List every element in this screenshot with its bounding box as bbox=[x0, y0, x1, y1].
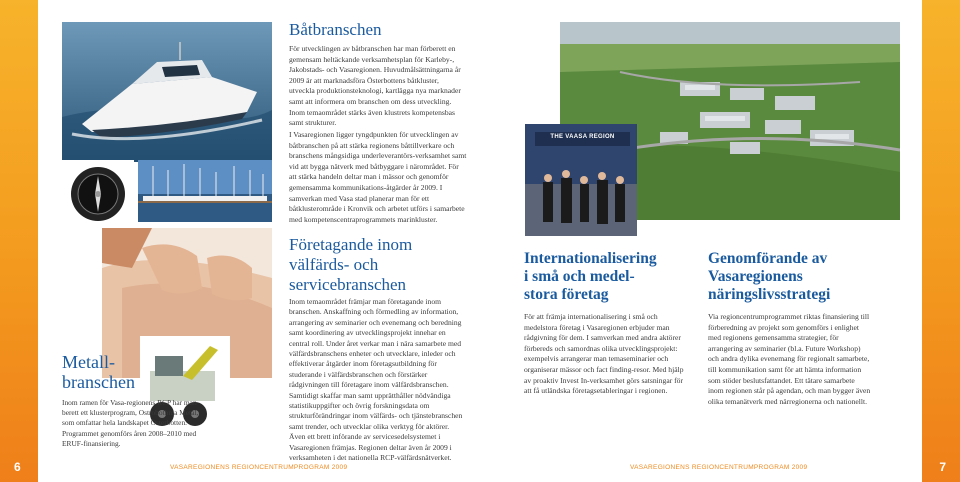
genomforande-title-line-1: Genomförande av bbox=[708, 250, 828, 267]
metall-title-line-2: branschen bbox=[62, 372, 135, 392]
valfard-body: Inom temaområdet främjar man företagande inom branschen. Anskaffning och förmedling av information, arrangering av seminarier och evenemang och beredning samt koordinering av utvecklingsprojekt innehar en central roll. Under året verkar man i nära samarbete med välfärdsbranschens enheter och utvecklare, inleder och effektiverar åtgärder inom företagsutbildning för studerande i välfärdsbranschen och förstärker rådgivningen till företagare inom välfärdsbranschen. Samtidigt skaffar man samt upprätthåller nödvändiga statistikuppgifter och övrig forskningsdata om strukturförändringar inom välfärds- och tjänstebranschen samt trender, och utvecklar olika verktyg för aktörer. Även ett brett införande av servicesedelsystemet i Vasaregionen främjas. Regionen deltar även år 2009 i verksamheten i det nationella RCP-välfärdsnätverket. bbox=[289, 297, 463, 463]
genomforande-title bbox=[708, 250, 830, 304]
left-edge-strip bbox=[0, 0, 38, 482]
batbranschen-body-1: För utvecklingen av båtbranschen har man förberett en gemensam heltäckande verksamhetsplan för Karleby-, Jakobstads- och Vasaregionen. Huvudmålsättningarna år 2009 är att marknadsföra Österbottens båtkluster, utveckla produktionsteknologi, kartlägga nya marknader samt att informera om branschen om dess utveckling. Inom temaområdet stärks även klustrets kompetensbas samt strukturer. bbox=[289, 44, 461, 128]
metall-body: Inom ramen för Vasa-regionens RCP har man berett ett klusterprogram, Ostrobothnia Metal, som omfattar hela landskapet Österbotten. Programmet genomförs åren 2008–2010 med ERUF-finansiering. bbox=[62, 398, 199, 448]
metall-title bbox=[62, 352, 135, 392]
page-number-left: 6 bbox=[14, 460, 21, 474]
page-number-right: 7 bbox=[939, 460, 946, 474]
metall-title-line-1: Metall- bbox=[62, 352, 115, 372]
valfard-title-line-2: välfärds- och bbox=[289, 255, 379, 274]
fair-photo bbox=[525, 124, 637, 236]
intl-title bbox=[524, 250, 657, 304]
genomforande-title-line-2: Vasaregionens bbox=[708, 268, 803, 285]
harbour-photo bbox=[138, 160, 272, 222]
valfard-title-line-1: Företagande inom bbox=[289, 235, 413, 254]
compass-photo bbox=[62, 160, 134, 222]
genomforande-body: Via regioncentrumprogrammet riktas finansiering till förberedning av projekt som genomförs i enlighet med regionens gemensamma strategier, för arrangering av seminarier (bl.a. Future Workshop) och andra dylika evenemang för regionalt samarbete, till kommunikation samt för att hämta information som stöder beslutsfattandet. Ett tätare samarbete inom regionen står på agendan, och man bygger även olika temanätverk med närregionerna och nationellt. bbox=[708, 312, 871, 406]
intl-title-line-1: Internationalisering bbox=[524, 250, 657, 267]
boat-photo bbox=[62, 22, 272, 162]
footer-right: VASAREGIONENS REGIONCENTRUMPROGRAM 2009 bbox=[630, 464, 808, 471]
intl-title-line-2: i små och medel- bbox=[524, 268, 635, 285]
right-edge-strip bbox=[922, 0, 960, 482]
intl-title-line-3: stora företag bbox=[524, 286, 609, 303]
batbranschen-title: Båtbranschen bbox=[289, 20, 382, 39]
batbranschen-body-2: I Vasaregionen ligger tyngdpunkten för utvecklingen av båtbranschen på att stärka regionens båttillverkare och branschens mångsidiga underleverantörs-verksamhet samt vid att bygga nätverk med båtbyggare i närområdet. För att stärka handeln deltar man i mässor och genomför gemensamma kommunikations-åtgärder år 2009. I samverkan med Vasa stad planerar man för ett båtklusterområde i Kronvik och arbetet utförs i samarbete med kompetenscentraprogrammets marinkluster. bbox=[289, 130, 467, 224]
footer-left: VASAREGIONENS REGIONCENTRUMPROGRAM 2009 bbox=[170, 464, 348, 471]
intl-body: För att främja internationalisering i små och medelstora företag i Vasaregionen erbjuder man rådgivning för dem. I samverkan med andra aktörer förbereds och samordnas olika utvecklingsprojekt: exempelvis arrangerar man temaseminarier och organiserar mässor och fact finding-resor. Med hjälp av proaktiv Invest In-verksamhet görs satsningar för att få utländska företagsetableringar i regionen. bbox=[524, 312, 684, 396]
fair-sign-text: THE VAASA REGION bbox=[550, 134, 615, 140]
valfard-title bbox=[289, 235, 412, 295]
valfard-title-line-3: servicebranschen bbox=[289, 275, 407, 294]
genomforande-title-line-3: näringslivsstrategi bbox=[708, 286, 831, 303]
